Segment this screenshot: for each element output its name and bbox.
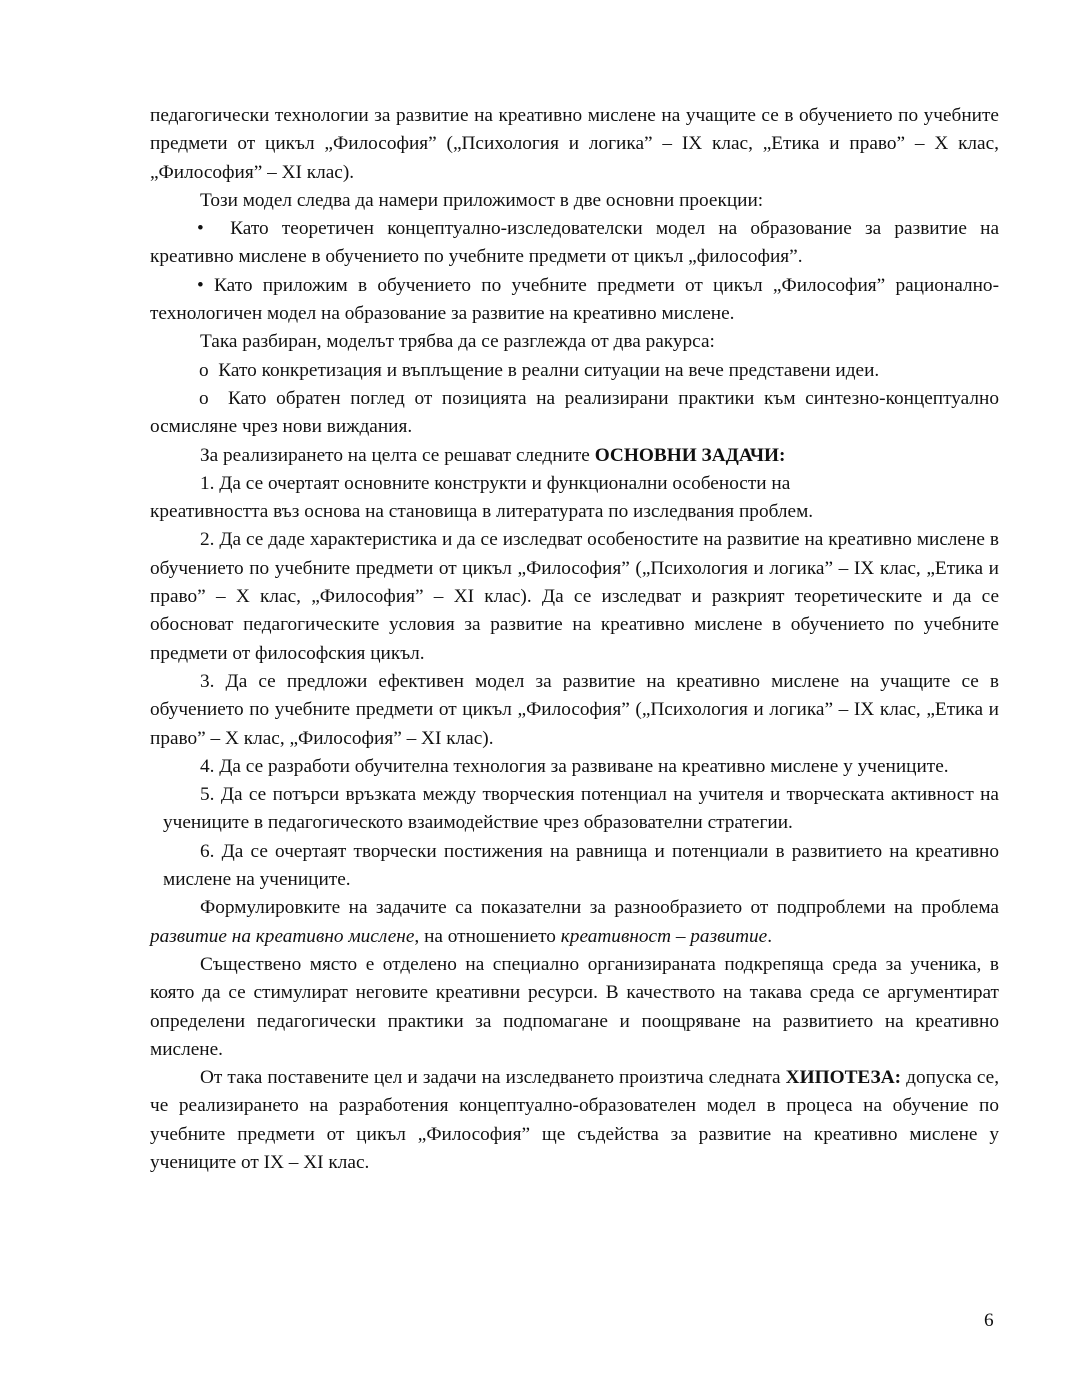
task-4: 4. Да се разработи обучителна технология за развиване на креативно мислене у учениците. — [200, 755, 949, 777]
task-1-line-2: креативността въз основа на становища в литературата по изследвания проблем. — [150, 501, 814, 523]
circle-text-1: Като конкретизация и въплъщение в реални ситуации на вече представени идеи. — [218, 359, 880, 381]
formulations-italic-1: развитие на креативно мислене — [150, 925, 415, 947]
task-3: 3. Да се предложи ефективен модел за развитие на креативно мислене на учащите се в обучението по учебните предмети от цикъл „Философия” („Психология и логика” – IX клас, „Етика и право” – X клас, „Философия” – XI клас). — [150, 670, 999, 749]
formulations-text-a: Формулировките на задачите са показателни за разнообразието от подпроблеми на проблема — [200, 897, 999, 919]
formulations-text-b: , на отношението — [414, 925, 556, 947]
paragraph-hypothesis — [150, 1064, 999, 1177]
paragraph-formulations — [150, 894, 999, 951]
formulations-text-c: . — [767, 925, 773, 947]
formulations-italic-2: креативност – развитие — [560, 925, 768, 947]
bullet-icon: • — [197, 218, 204, 240]
main-tasks-lead: За реализирането на целта се решават следните — [200, 444, 590, 466]
hypothesis-heading: ХИПОТЕЗА: — [785, 1067, 902, 1089]
circle-item-1 — [150, 357, 999, 385]
circle-bullet-icon: o — [199, 387, 209, 409]
task-2: 2. Да се даде характеристика и да се изследват особеностите на развитие на креативно мислене в обучението по учебните предмети от цикъл „Философия” („Психология и логика” – IX клас, „Етика и право” – X клас, „Философия” – XI клас). Да се изследват и разкрият теоретическите и да се обосноват педагогическите условия за развитие на креативно мислене в обучението по учебните предмети от философския цикъл. — [150, 529, 999, 664]
document-body — [150, 102, 999, 1177]
circle-bullet-icon: o — [199, 359, 209, 381]
task-1-line-1: 1. Да се очертаят основните конструкти и функционални особености на — [200, 472, 791, 494]
bullet-item-2 — [150, 272, 999, 329]
task-5: 5. Да се потърси връзката между творческия потенциал на учителя и творческата активност на учениците в педагогическото взаимодействие чрез образователни стратегии. — [163, 784, 999, 834]
bullet-text-2: Като приложим в обучението по учебните предмети от цикъл „Философия” рационално-технологичен модел на образование за развитие на креативно мислене. — [150, 274, 999, 325]
bullet-item-1 — [150, 215, 999, 272]
paragraph-model-projections: Този модел следва да намери приложимост в две основни проекции: — [200, 189, 764, 211]
main-tasks-heading: ОСНОВНИ ЗАДАЧИ: — [594, 444, 786, 466]
paragraph-main-tasks — [150, 442, 999, 470]
hypothesis-text: допуска се, че реализирането на разработения концептуално-образователен модел в процеса на обучение по учебните предмети от цикъл „Философия” ще съдейства за развитие на креативно мислене у учениците от IX – XI клас. — [150, 1067, 1000, 1173]
circle-item-2 — [150, 385, 999, 442]
page-number: 6 — [984, 1310, 994, 1331]
paragraph-perspectives: Така разбиран, моделът трябва да се разглежда от два ракурса: — [200, 331, 715, 353]
paragraph-intro: педагогически технологии за развитие на креативно мислене на учащите се в обучението по учебните предмети от цикъл „Философия” („Психология и логика” – IX клас, „Етика и право” – X клас, „Философия” – XI клас). — [150, 105, 999, 183]
hypothesis-lead: От така поставените цел и задачи на изследването произтича следната — [200, 1067, 781, 1089]
bullet-icon: • — [197, 274, 204, 296]
circle-text-2: Като обратен поглед от позицията на реализирани практики към синтезно-концептуално осмисляне чрез нови виждания. — [150, 387, 999, 438]
paragraph-support-environment: Съществено място е отделено на специално организираната подкрепяща среда за ученика, в която да се стимулират неговите креативни ресурси. В качеството на такава среда се аргументират определени педагогически практики за подпомагане и поощряване на развитието на креативно мислене. — [150, 953, 999, 1060]
task-6: 6. Да се очертаят творчески постижения на равнища и потенциали в развитието на креативно мислене на учениците. — [163, 840, 999, 891]
bullet-text-1: Като теоретичен концептуално-изследователски модел на образование за развитие на креативно мислене в обучението по учебните предмети от цикъл „философия”. — [150, 218, 999, 268]
